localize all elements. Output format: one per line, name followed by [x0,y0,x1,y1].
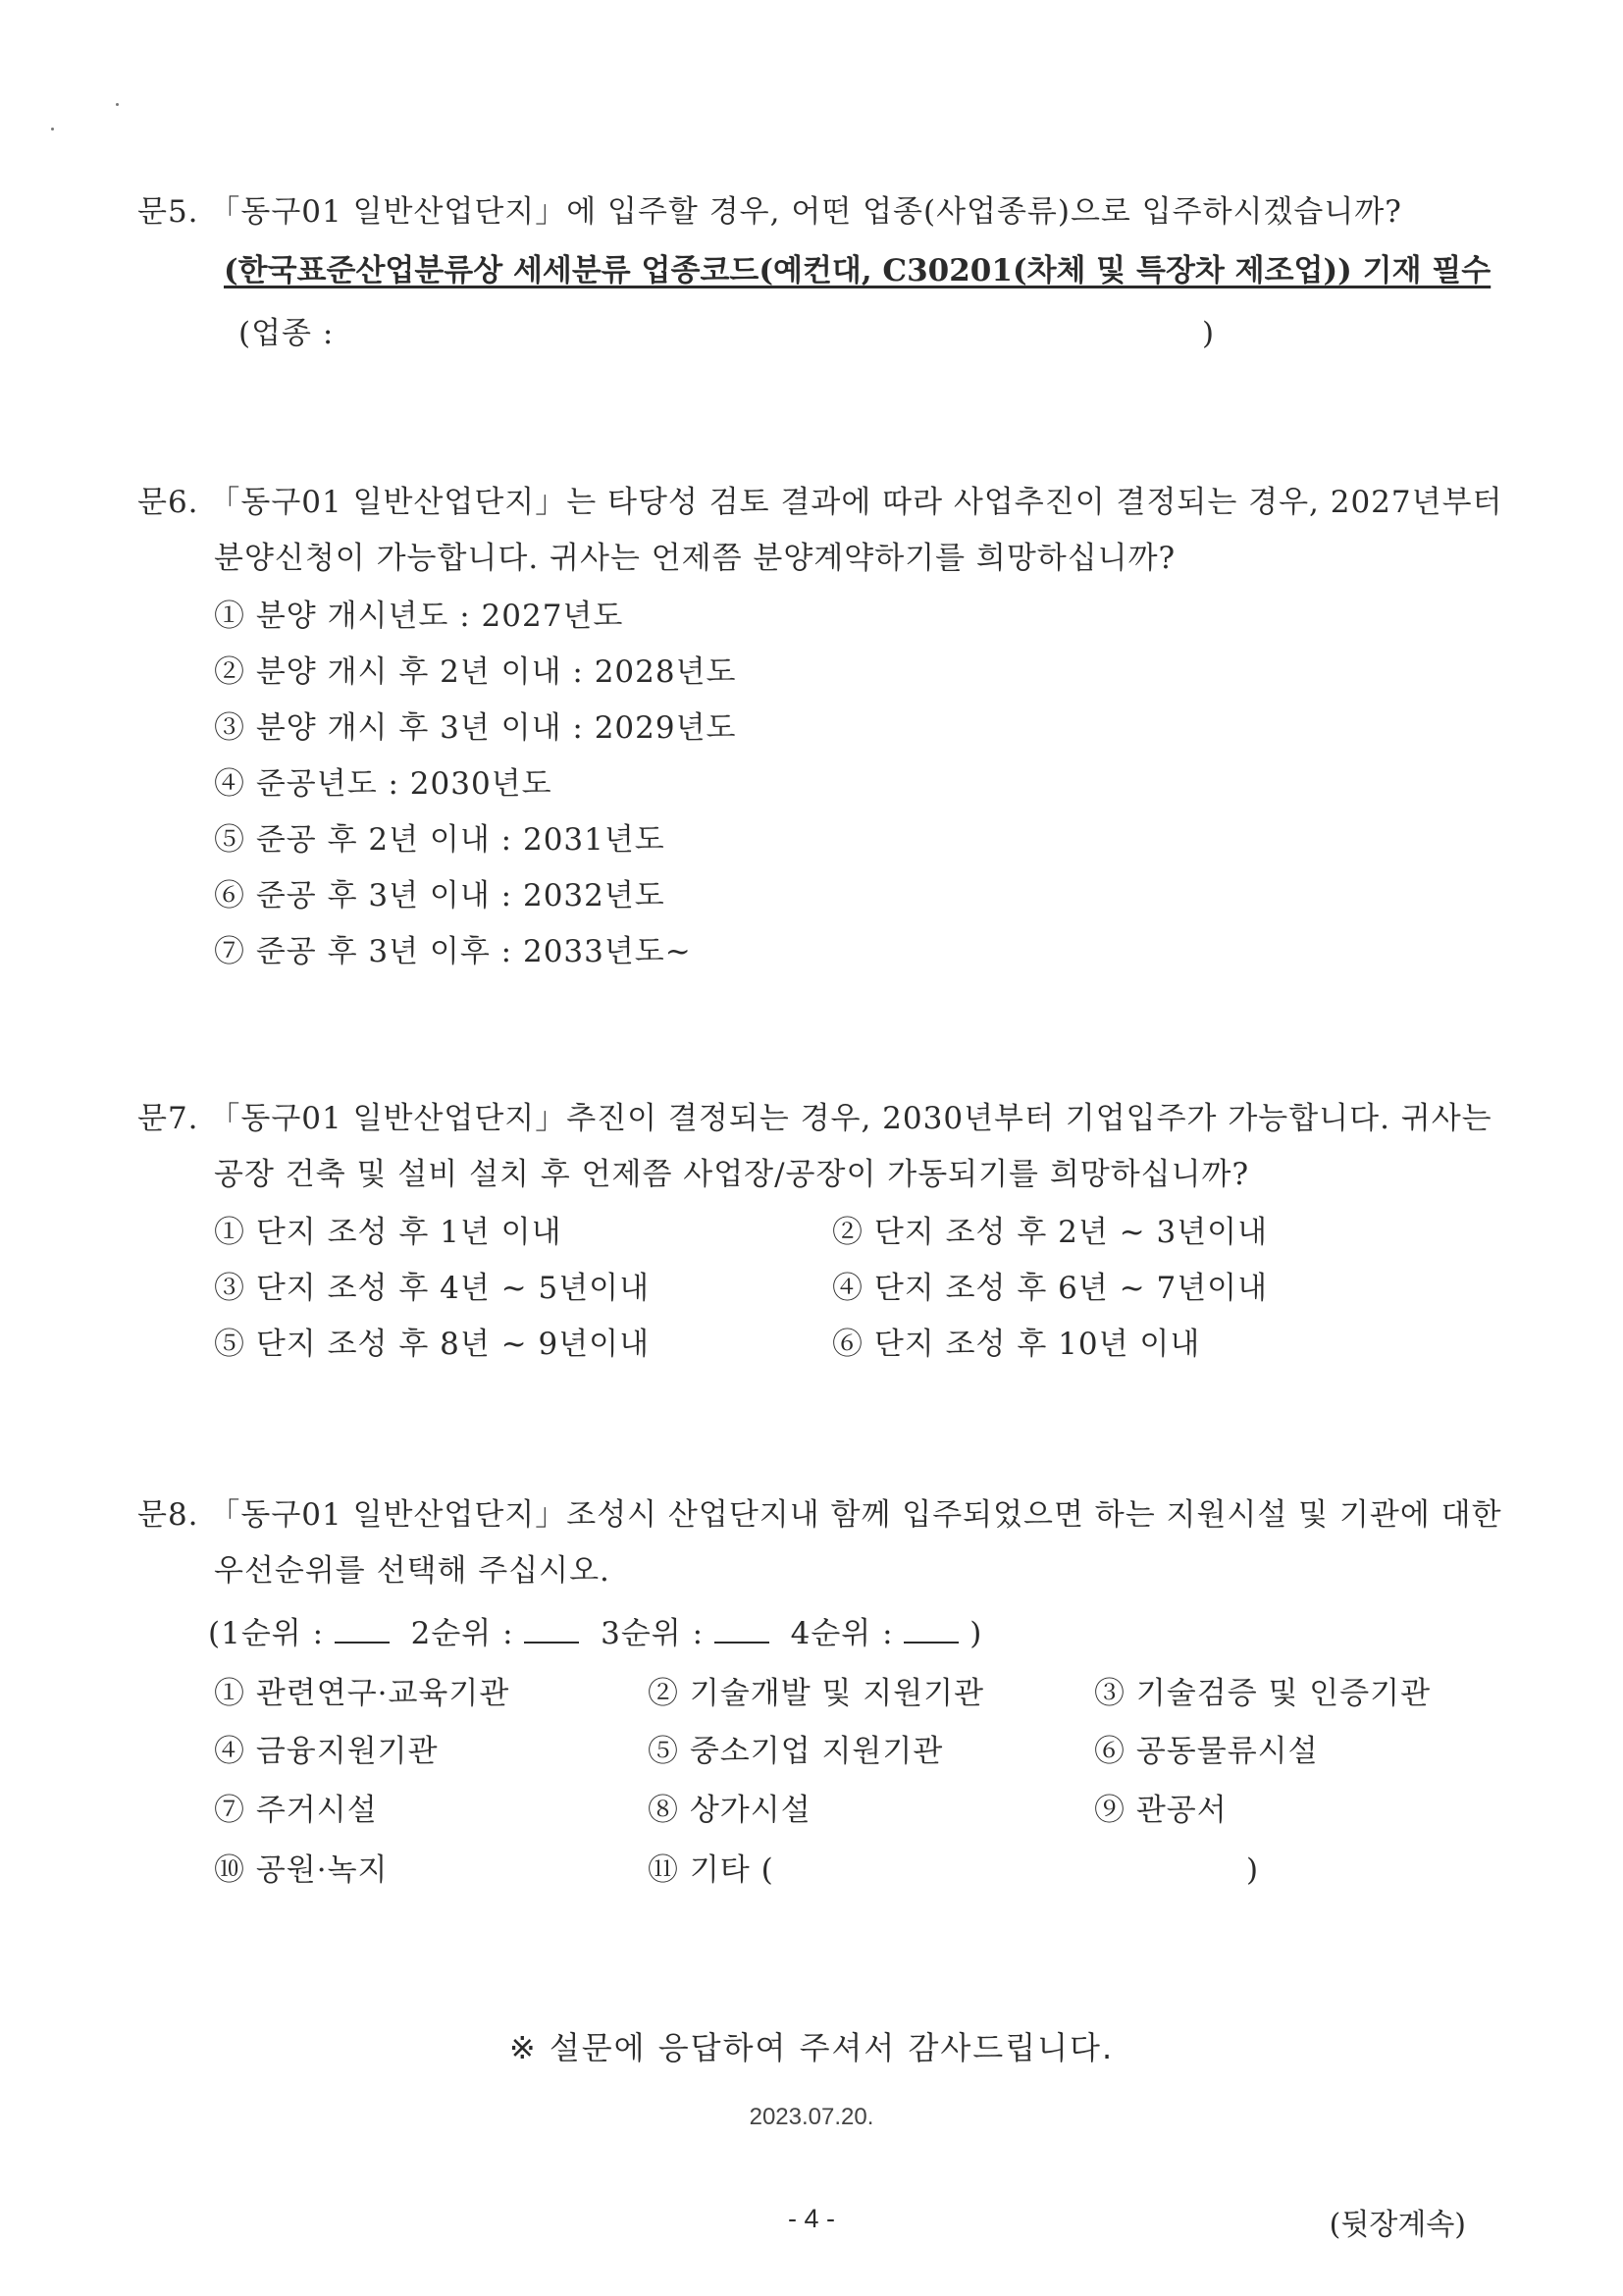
q7-title: 문7. 「동구01 일반산업단지」추진이 결정되는 경우, 2030년부터 기업입주가 가능합니다. 귀사는 [137,1101,1492,1136]
q5-answer-open: (업종 : [238,316,335,351]
scan-speck [51,128,54,130]
q6-title: 문6. 「동구01 일반산업단지」는 타당성 검토 결과에 따라 사업추진이 결정되는 경우, 2027년부터 [137,485,1503,520]
q6-option[interactable]: ⑥ 준공 후 3년 이내 : 2032년도 [214,878,665,913]
survey-date: 2023.07.20. [749,2104,874,2130]
q8-option[interactable]: ⑤ 중소기업 지원기관 [648,1734,944,1769]
q6-option[interactable]: ⑦ 준공 후 3년 이후 : 2033년도~ [214,934,692,969]
q6-option[interactable]: ③ 분양 개시 후 3년 이내 : 2029년도 [214,710,737,746]
q5-answer-field[interactable] [363,314,1187,353]
q6-option[interactable]: ⑤ 준공 후 2년 이내 : 2031년도 [214,822,665,858]
q8-option[interactable]: ② 기술개발 및 지원기관 [648,1676,985,1711]
q8-option[interactable]: ⑧ 상가시설 [648,1793,812,1828]
q8-option[interactable]: ① 관련연구·교육기관 [214,1676,510,1711]
q5-note: (한국표준산업분류상 세세분류 업종코드(예컨대, C30201(차체 및 특장차 제조업)) 기재 필수 [224,253,1492,288]
q8-option[interactable]: ⑨ 관공서 [1094,1793,1228,1828]
q8-option[interactable]: ④ 금융지원기관 [214,1734,439,1769]
q7-option[interactable]: ② 단지 조성 후 2년 ~ 3년이내 [832,1215,1269,1250]
q6-title-cont: 분양신청이 가능합니다. 귀사는 언제쯤 분양계약하기를 희망하십니까? [214,541,1177,576]
q8-option[interactable]: ③ 기술검증 및 인증기관 [1094,1676,1432,1711]
q8-title: 문8. 「동구01 일반산업단지」조성시 산업단지내 함께 입주되었으면 하는 지원시설 및 기관에 대한 [137,1497,1502,1533]
rank-2-label: 2순위 : [410,1616,514,1651]
q7-option[interactable]: ⑥ 단지 조성 후 10년 이내 [832,1327,1201,1362]
q8-rank-row [208,1614,982,1653]
q7-option[interactable]: ④ 단지 조성 후 6년 ~ 7년이내 [832,1271,1269,1306]
rank-4-label: 4순위 : [790,1616,894,1651]
rank-4-blank[interactable] [904,1618,959,1644]
q6-option[interactable]: ④ 준공년도 : 2030년도 [214,766,552,802]
rank-3-label: 3순위 : [601,1616,705,1651]
rank-close: ) [969,1616,983,1651]
q6-option[interactable]: ① 분양 개시년도 : 2027년도 [214,599,624,634]
q7-option[interactable]: ③ 단지 조성 후 4년 ~ 5년이내 [214,1271,651,1306]
rank-1-label: (1순위 : [208,1616,325,1651]
q8-option[interactable]: ⑦ 주거시설 [214,1793,378,1828]
q8-title-cont: 우선순위를 선택해 주십시오. [214,1553,610,1589]
q8-other-close: ) [1246,1852,1260,1888]
q5-title: 문5. 「동구01 일반산업단지」에 입주할 경우, 어떤 업종(사업종류)으로 입주하시겠습니까? [137,194,1402,230]
q7-option[interactable]: ⑤ 단지 조성 후 8년 ~ 9년이내 [214,1327,651,1362]
rank-1-blank[interactable] [335,1618,390,1644]
q7-title-cont: 공장 건축 및 설비 설치 후 언제쯤 사업장/공장이 가동되기를 희망하십니까? [214,1157,1250,1192]
q8-option[interactable]: ⑥ 공동물류시설 [1094,1734,1319,1769]
q8-option-other[interactable]: ⑪ 기타 ( [648,1852,774,1888]
q8-option[interactable]: ⑩ 공원·녹지 [214,1852,389,1888]
q7-option[interactable]: ① 단지 조성 후 1년 이내 [214,1215,562,1250]
thanks-message: ※ 설문에 응답하여 주셔서 감사드립니다. [508,2029,1115,2066]
q5-answer-close: ) [1202,316,1216,351]
page-number: - 4 - [787,2204,835,2233]
scan-speck [116,103,119,106]
rank-2-blank[interactable] [524,1618,579,1644]
rank-3-blank[interactable] [714,1618,769,1644]
continued-note: (뒷장계속) [1329,2208,1466,2242]
q6-option[interactable]: ② 분양 개시 후 2년 이내 : 2028년도 [214,654,737,690]
